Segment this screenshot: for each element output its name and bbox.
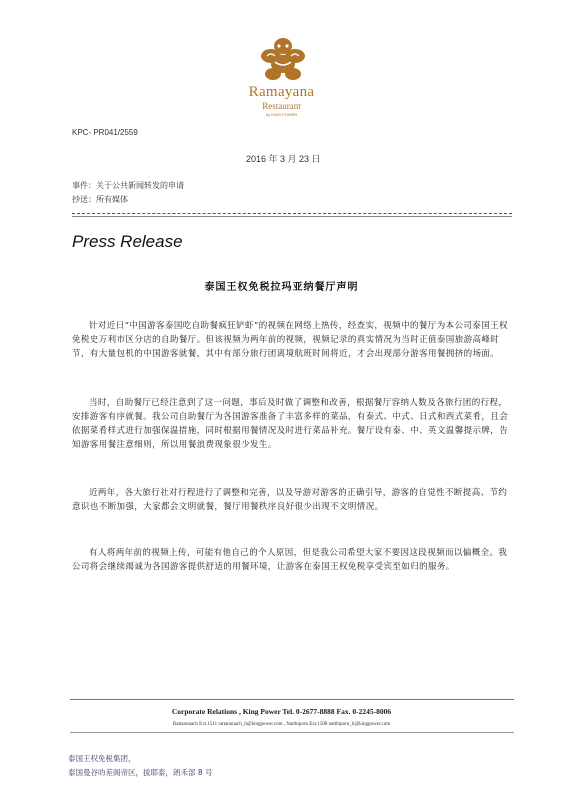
handwritten-note-line-1: 泰国王权免税集团， <box>68 754 136 763</box>
statement-title: 泰国王权免税拉玛亚纳餐厅声明 <box>204 282 359 293</box>
footer-divider-bottom <box>70 732 514 733</box>
document-date: 2016 年 3 月 23 日 <box>246 154 321 164</box>
brand-name: Ramayana <box>248 84 315 100</box>
paragraph-1: 针对近日“中国游客泰国吃自助餐疯狂铲虾”的视频在网络上热传，经查实，视频中的餐厅为本公司泰国王权免税史万利市区分店的自助餐厅。但该视频为两年前的视频，视频记录的真实情况为当时正值泰国旅游高峰时节，有大量包机的中国游客就餐，其中有部分旅行团离境航班时间将近，才会出现部分游客用餐拥挤的场面。 <box>72 321 508 359</box>
divider-dashed <box>72 213 512 214</box>
subject-line: 事件：关于公共新闻转发的申请 <box>72 181 184 190</box>
brand-subtitle: Restaurant <box>262 101 301 111</box>
press-release-heading: Press Release <box>72 232 183 251</box>
document-reference: KPC- PR041/2559 <box>72 128 138 137</box>
footer-extensions: Rattanunach Ext.1511 rattanunach_li@kingpower.com , Natthiporn Ext.1508 natthiporn_li@kingpower.com <box>172 722 391 727</box>
divider-solid <box>72 216 512 217</box>
paragraph-2: 当时，自助餐厅已经注意到了这一问题，事后及时做了调整和改善，根据餐厅容纳人数及各旅行团的行程，安排游客有序就餐。我公司自助餐厅为各国游客准备了丰富多样的菜品，有泰式、中式、日式和西式菜肴，且会依据菜肴样式进行加强保温措施，同时根据用餐情况及时进行菜品补充。餐厅设有泰、中、英文温馨提示牌，告知游客用餐注意细则，所以用餐浪费现象很少发生。 <box>72 398 509 450</box>
paragraph-3: 近两年，各大旅行社对行程进行了调整和完善，以及导游对游客的正确引导，游客的自觉性不断提高、节约意识也不断加强，大家都会文明就餐，餐厅用餐秩序良好很少出现不文明情况。 <box>72 488 508 512</box>
paragraph-4: 有人将两年前的视频上传，可能有他自己的个人原因，但是我公司希望大家不要因这段视频而以偏概全。我公司将会继续竭诚为各国游客提供舒适的用餐环境，让游客在泰国王权免税享受宾至如归的服务。 <box>72 548 508 572</box>
cc-line: 抄送：所有媒体 <box>72 195 128 204</box>
handwritten-note-line-2: 泰国曼谷叻差阁帝区，拔耶泰，朗禾部 8 号 <box>68 768 213 777</box>
footer-divider <box>70 699 514 700</box>
brand-tagline: by KING POWER <box>265 112 298 117</box>
footer-contact: Corporate Relations , King Power Tel. 0-2677-8888 Fax. 0-2245-8006 <box>171 707 392 716</box>
